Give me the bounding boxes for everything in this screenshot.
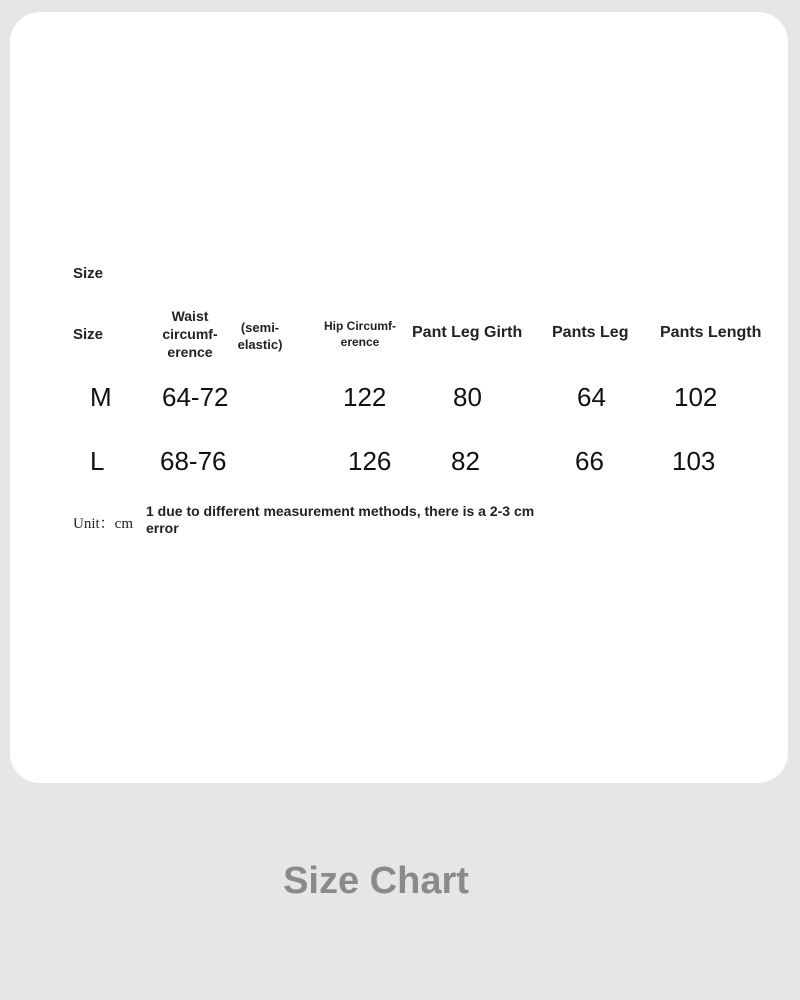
header-waist-note: (semi-elastic) <box>237 320 283 352</box>
row-m-pants-leg: 64 <box>577 382 606 412</box>
row-m-pant-leg-girth: 80 <box>453 382 482 412</box>
size-chart-card <box>10 12 788 783</box>
row-l-pant-leg-girth: 82 <box>451 446 480 476</box>
header-size: Size <box>73 326 104 343</box>
row-l-pants-leg: 66 <box>575 446 604 476</box>
row-m-hip: 122 <box>343 382 387 412</box>
header-pant-leg-girth: Pant Leg Girth <box>412 324 523 341</box>
measurement-note: 1 due to different measurement methods, there is a 2-3 cm error <box>146 503 535 536</box>
row-l-size: L <box>90 446 105 476</box>
row-l-waist: 68-76 <box>160 446 227 476</box>
row-m-size: M <box>90 382 112 412</box>
header-waist: Waist circumf-erence <box>162 308 218 360</box>
page-title: Size Chart <box>283 860 469 902</box>
header-pants-length: Pants Length <box>660 324 762 341</box>
header-hip: Hip Circumf-erence <box>324 319 396 349</box>
row-m-pants-length: 102 <box>674 382 718 412</box>
row-l-pants-length: 103 <box>672 446 716 476</box>
row-l-hip: 126 <box>348 446 392 476</box>
size-top-label: Size <box>73 265 104 282</box>
header-pants-leg: Pants Leg <box>552 324 629 341</box>
unit-note: Unit：cm <box>73 516 133 532</box>
row-m-waist: 64-72 <box>162 382 229 412</box>
